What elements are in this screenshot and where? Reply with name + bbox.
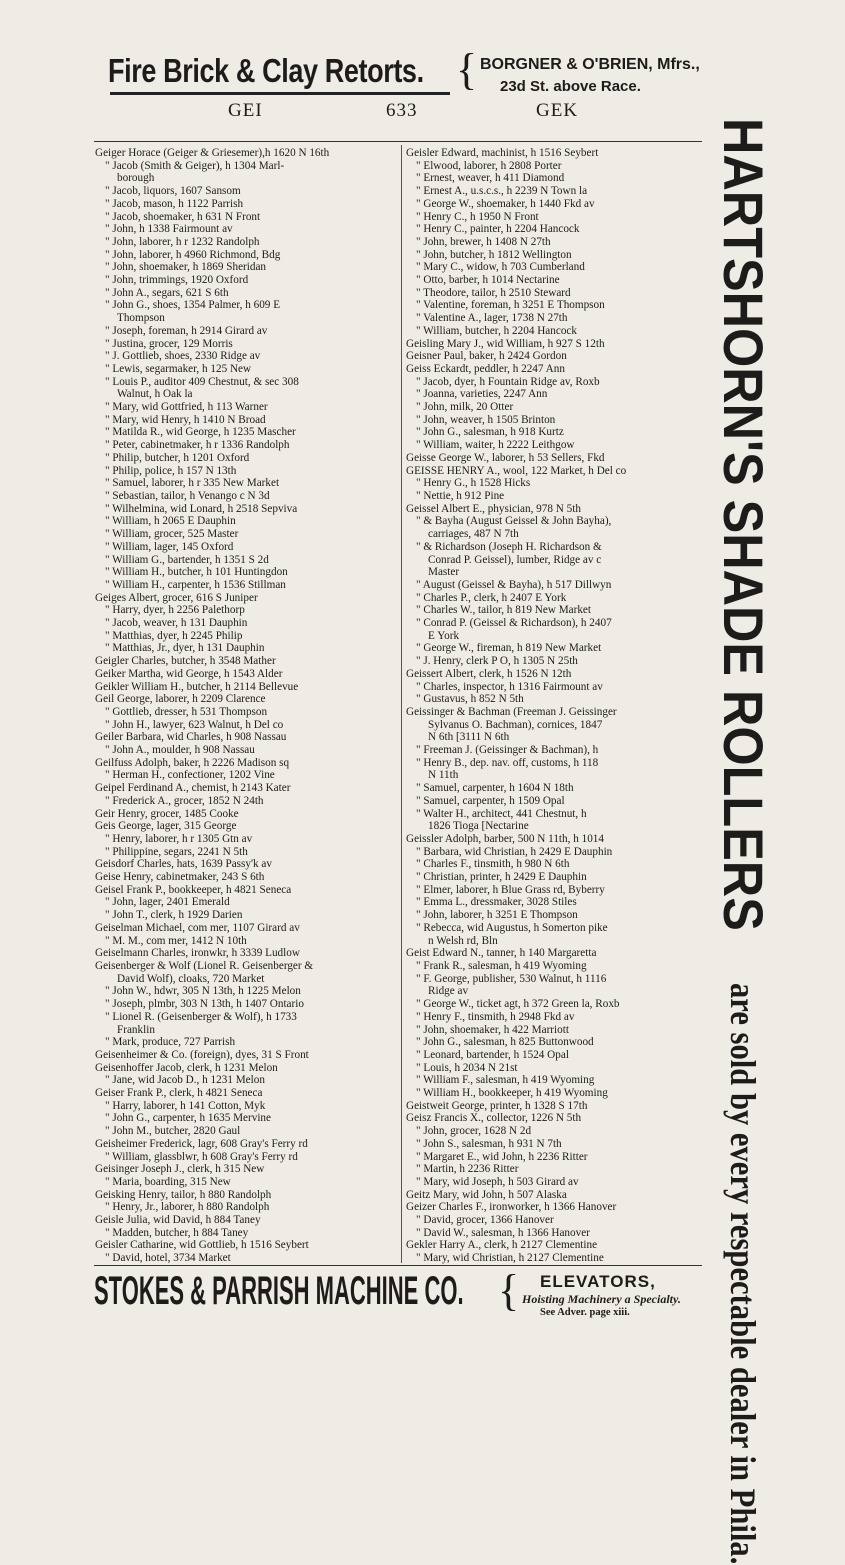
directory-entry: " Henry G., h 1528 Hicks [416,477,531,490]
directory-entry: " Ernest A., u.s.c.s., h 2239 N Town la [416,185,588,198]
directory-entry: Geiser Frank P., clerk, h 4821 Seneca [95,1087,263,1100]
directory-entry: Sylvanus O. Bachman), cornices, 1847 [428,718,603,731]
directory-entry: Geisle Julia, wid David, h 884 Taney [95,1214,261,1227]
directory-entry: Geist Edward N., tanner, h 140 Margaretta [406,947,597,960]
bottom-ad-reference: See Adver. page xiii. [540,1307,630,1318]
bottom-ad-product: ELEVATORS, [540,1272,656,1291]
right-column [406,147,712,1265]
directory-entry: " Lionel R. (Geisenberger & Wolf), h 1733 [105,1010,297,1023]
directory-entry: " Matthias, dyer, h 2245 Philip [105,629,243,642]
directory-entry: Geigler Charles, butcher, h 3548 Mather [95,655,276,668]
directory-entry: " Emma L., dressmaker, 3028 Stiles [416,896,577,909]
directory-entry: Gekler Harry A., clerk, h 2127 Clementine [406,1239,598,1252]
directory-entry: " Henry F., tinsmith, h 2948 Fkd av [416,1010,575,1023]
directory-entry: " Henry B., dep. nav. off, customs, h 118 [416,756,599,769]
directory-entry: Thompson [117,312,165,325]
directory-entry: " Joseph, foreman, h 2914 Girard av [105,324,268,337]
directory-entry: Geisel Frank P., bookkeeper, h 4821 Seneca [95,883,292,896]
directory-entry: " Charles, inspector, h 1316 Fairmount av [416,680,603,693]
top-ad-title: Fire Brick & Clay Retorts. [108,52,424,89]
directory-entry: " Harry, dyer, h 2256 Palethorp [105,604,245,617]
directory-entry: " Otto, barber, h 1014 Nectarine [416,274,560,287]
directory-entry: Geistweit George, printer, h 1328 S 17th [406,1099,588,1112]
directory-entry: Geir Henry, grocer, 1485 Cooke [95,807,239,820]
bottom-ad-brace: { [498,1266,520,1315]
directory-entry: Geisenhoffer Jacob, clerk, h 1231 Melon [95,1061,278,1074]
directory-entry: " Joanna, varieties, 2247 Ann [416,388,548,401]
directory-entry: Geiselman Michael, com mer, 1107 Girard av [95,921,300,934]
directory-entry: Geisner Paul, baker, h 2424 Gordon [406,350,567,363]
directory-entry: " Leonard, bartender, h 1524 Opal [416,1048,569,1061]
directory-entry: Geisling Mary J., wid William, h 927 S 12th [406,337,605,350]
directory-entry: " John, lager, 2401 Emerald [105,896,230,909]
directory-entry: " Charles P., clerk, h 2407 E York [416,591,567,604]
directory-entry: " William G., bartender, h 1351 S 2d [105,553,269,566]
directory-entry: " Mary, wid Christian, h 2127 Clementine [416,1252,604,1265]
directory-entry: " Mary C., widow, h 703 Cumberland [416,261,585,274]
bottom-ad-title: STOKES & PARRISH MACHINE CO. [94,1269,464,1313]
directory-entry: " M. M., com mer, 1412 N 10th [105,934,247,947]
directory-entry: " Henry, Jr., laborer, h 880 Randolph [105,1201,270,1214]
directory-entry: " Philippine, segars, 2241 N 5th [105,845,248,858]
directory-entry: " Jacob, mason, h 1122 Parrish [105,197,244,210]
directory-entry: N 6th [3111 N 6th [428,731,510,744]
directory-entry: Geisking Henry, tailor, h 880 Randolph [95,1188,272,1201]
directory-entry: " John W., hdwr, 305 N 13th, h 1225 Melon [105,985,301,998]
directory-entry: " Mary, wid Joseph, h 503 Girard av [416,1175,579,1188]
directory-entry: Geiselmann Charles, ironwkr, h 3339 Ludlow [95,947,300,960]
directory-entry: Geissert Albert, clerk, h 1526 N 12th [406,667,572,680]
left-column [95,147,401,1265]
directory-entry: E York [428,629,460,642]
bottom-advertisement [94,1268,714,1318]
directory-entry: " John, butcher, h 1812 Wellington [416,248,572,261]
bottom-ad-specialty: Hoisting Machinery a Specialty. [522,1292,681,1306]
directory-entry: " Elmer, laborer, h Blue Grass rd, Byberry [416,883,605,896]
directory-entry: " George W., shoemaker, h 1440 Fkd av [416,197,595,210]
directory-entry: " Mary, wid Gottfried, h 113 Warner [105,401,268,414]
directory-entry: Geiker Martha, wid George, h 1543 Alder [95,667,283,680]
directory-entry: " Jacob, dyer, h Fountain Ridge av, Roxb [416,375,600,388]
directory-entry: " Elwood, laborer, h 2808 Porter [416,159,562,172]
directory-entry: N 11th [428,769,459,782]
header-rule [94,141,702,142]
directory-entry: Geiger Horace (Geiger & Griesemer),h 1620 N 16th [95,147,330,159]
side-ad-title: HARTSHORN'S SHADE ROLLERS [712,118,775,931]
directory-entry: " George W., ticket agt, h 372 Green la, Roxb [416,998,620,1011]
directory-entry: Geissler Adolph, barber, 500 N 11th, h 1014 [406,832,604,845]
directory-entry: " David, grocer, 1366 Hanover [416,1214,554,1227]
directory-entry: " Philip, butcher, h 1201 Oxford [105,451,250,464]
directory-entry: " Peter, cabinetmaker, h r 1336 Randolph [105,439,290,452]
directory-entry: " Ernest, weaver, h 411 Diamond [416,172,565,185]
directory-entry: 1826 Tioga [Nectarine [428,820,529,833]
directory-entry: " John T., clerk, h 1929 Darien [105,909,243,922]
directory-entry: David Wolf), cloaks, 720 Market [117,972,265,985]
directory-entry: Geisdorf Charles, hats, 1639 Passy'k av [95,858,272,871]
directory-entry: " & Bayha (August Geissel & John Bayha), [416,515,612,528]
directory-entry: " August (Geissel & Bayha), h 517 Dillwyn [416,578,612,591]
directory-entry: " Charles W., tailor, h 819 New Market [416,604,592,617]
side-ad-tagline: are sold by every respectable dealer in Phila. [723,983,763,1565]
directory-entry: " Louis, h 2034 N 21st [416,1061,518,1074]
directory-entry: " John, shoemaker, h 422 Marriott [416,1023,569,1036]
header-left-guide: GEI [228,100,263,121]
directory-entry: " John G., salesman, h 825 Buttonwood [416,1036,594,1049]
directory-entry: Geiges Albert, grocer, 616 S Juniper [95,591,258,604]
directory-entry: Geis George, lager, 315 George [95,820,237,833]
directory-entry: Geisenberger & Wolf (Lionel R. Geisenberger & [95,960,314,972]
directory-entry: Geiss Eckardt, peddler, h 2247 Ann [406,362,565,375]
directory-entry: GEISSE HENRY A., wool, 122 Market, h Del co [406,464,627,477]
directory-entry: " Freeman J. (Geissinger & Bachman), h [416,744,599,757]
directory-entry: " William H., bookkeeper, h 419 Wyoming [416,1087,608,1100]
directory-entry: " Barbara, wid Christian, h 2429 E Dauphin [416,845,613,858]
directory-entry: " Henry C., h 1950 N Front [416,210,539,223]
directory-entry: Geissel Albert E., physician, 978 N 5th [406,502,581,515]
directory-entry: " Frederick A., grocer, 1852 N 24th [105,794,264,807]
directory-entry: Walnut, h Oak la [117,388,193,401]
directory-entry: " Rebecca, wid Augustus, h Somerton pike [416,921,608,934]
directory-entry: " Gottlieb, dresser, h 531 Thompson [105,705,268,718]
header-right-guide: GEK [536,100,579,121]
directory-entry: " Samuel, laborer, h r 335 New Market [105,477,280,490]
page-number: 633 [386,100,418,121]
directory-entry: " Samuel, carpenter, h 1509 Opal [416,794,565,807]
directory-entry: " William, butcher, h 2204 Hancock [416,324,577,337]
directory-entry: " William H., butcher, h 101 Huntingdon [105,566,288,579]
directory-entry: Geisz Francis X., collector, 1226 N 5th [406,1112,582,1125]
directory-entry: Geise Henry, cabinetmaker, 243 S 6th [95,871,265,884]
top-ad-brace: { [456,45,478,94]
directory-entry: " William, grocer, 525 Master [105,528,239,541]
directory-entry: " John, h 1338 Fairmount av [105,223,233,236]
column-divider [401,145,402,1263]
directory-entry: " Jacob, weaver, h 131 Dauphin [105,617,248,630]
directory-entry: " J. Henry, clerk P O, h 1305 N 25th [416,655,578,668]
directory-entry: " Valentine A., lager, 1738 N 27th [416,312,568,325]
directory-entry: " David W., salesman, h 1366 Hanover [416,1226,590,1239]
directory-entry: " Charles F., tinsmith, h 980 N 6th [416,858,570,871]
directory-entry: " Harry, laborer, h 141 Cotton, Myk [105,1099,266,1112]
directory-entry: " Sebastian, tailor, h Venango c N 3d [105,489,270,502]
directory-entry: Geissinger & Bachman (Freeman J. Geissinger [406,705,617,718]
directory-entry: " Jacob, liquors, 1607 Sansom [105,185,241,198]
directory-entry: " John, milk, 20 Otter [416,401,514,414]
directory-entry: " John G., shoes, 1354 Palmer, h 609 E [105,299,281,312]
directory-entry: Geil George, laborer, h 2209 Clarence [95,693,266,706]
directory-entry: " Martin, h 2236 Ritter [416,1163,519,1176]
directory-entry: " Nettie, h 912 Pine [416,489,505,502]
directory-entry: " Gustavus, h 852 N 5th [416,693,524,706]
directory-entry: Master [428,566,460,579]
directory-entry: " Margaret E., wid John, h 2236 Ritter [416,1150,588,1163]
directory-entry: " John A., segars, 621 S 6th [105,286,229,299]
directory-entry: " William H., carpenter, h 1536 Stillman [105,578,286,591]
directory-entry: " John, shoemaker, h 1869 Sheridan [105,261,267,274]
directory-entry: " Matilda R., wid George, h 1235 Mascher [105,426,296,439]
directory-entry: " John H., lawyer, 623 Walnut, h Del co [105,718,284,731]
directory-entry: " F. George, publisher, 530 Walnut, h 1116 [416,972,607,985]
directory-entry: " Frank R., salesman, h 419 Wyoming [416,960,587,972]
directory-entry: " Conrad P. (Geissel & Richardson), h 2407 [416,617,612,630]
top-ad-company: BORGNER & O'BRIEN, Mfrs., [480,56,700,73]
directory-entry: " John, grocer, 1628 N 2d [416,1125,532,1138]
directory-entry: " John M., butcher, 2820 Gaul [105,1125,241,1138]
directory-entry: " John A., moulder, h 908 Nassau [105,744,255,757]
directory-entry: " Henry C., painter, h 2204 Hancock [416,223,580,236]
directory-entry: " Wilhelmina, wid Lonard, h 2518 Sepviva [105,502,298,515]
directory-entry: " John, trimmings, 1920 Oxford [105,274,249,287]
directory-entry: " Louis P., auditor 409 Chestnut, & sec 308 [105,375,299,388]
directory-entry: " Walter H., architect, 441 Chestnut, h [416,807,587,820]
directory-entry: Geisse George W., laborer, h 53 Sellers, Fkd [406,451,605,464]
directory-entry: Geikler William H., butcher, h 2114 Bellevue [95,680,299,693]
directory-entry: Geiler Barbara, wid Charles, h 908 Nassau [95,731,287,744]
directory-entry: Geisenheimer & Co. (foreign), dyes, 31 S Front [95,1048,309,1061]
directory-entry: " Jacob, shoemaker, h 631 N Front [105,210,261,223]
directory-entry: " Lewis, segarmaker, h 125 New [105,362,252,375]
directory-entry: " William, glassblwr, h 608 Gray's Ferry rd [105,1150,298,1163]
top-ad-address: 23d St. above Race. [500,78,641,95]
directory-entry: " Mark, produce, 727 Parrish [105,1036,236,1049]
directory-entry: " Justina, grocer, 129 Morris [105,337,233,350]
directory-entry: " & Richardson (Joseph H. Richardson & [416,540,602,553]
directory-entry: Geizer Charles F., ironworker, h 1366 Hanover [406,1201,617,1214]
directory-entry: " John S., salesman, h 931 N 7th [416,1137,562,1150]
directory-entry: " David, hotel, 3734 Market [105,1252,231,1265]
directory-entry: " Jacob (Smith & Geiger), h 1304 Marl- [105,159,285,172]
directory-entry: " Philip, police, h 157 N 13th [105,464,237,477]
directory-entry: Conrad P. Geissel), lumber, Ridge av c [428,553,602,566]
directory-entry: " Matthias, Jr., dyer, h 131 Dauphin [105,642,265,655]
footer-rule [94,1265,702,1266]
directory-entry: " John, laborer, h r 1232 Randolph [105,235,260,248]
directory-entry: " John, laborer, h 4960 Richmond, Bdg [105,248,281,261]
top-ad-underline [110,92,450,95]
directory-entry: " Theodore, tailor, h 2510 Steward [416,286,571,299]
directory-entry: " Jane, wid Jacob D., h 1231 Melon [105,1074,265,1087]
directory-entry: " Madden, butcher, h 884 Taney [105,1226,249,1239]
directory-entry: carriages, 487 N 7th [428,528,519,541]
directory-entry: Geisinger Joseph J., clerk, h 315 New [95,1163,265,1176]
directory-entry: " Henry, laborer, h r 1305 Gtn av [105,832,253,845]
directory-entry: Geilfuss Adolph, baker, h 2226 Madison sq [95,756,290,769]
directory-entry: " William, lager, 145 Oxford [105,540,234,553]
directory-entry: Franklin [117,1023,155,1036]
directory-entry: Ridge av [428,985,469,998]
directory-entry: " William, waiter, h 2222 Leithgow [416,439,575,452]
directory-entry: " John, weaver, h 1505 Brinton [416,413,556,426]
directory-entry: " Samuel, carpenter, h 1604 N 18th [416,782,574,795]
directory-entry: Geitz Mary, wid John, h 507 Alaska [406,1188,567,1201]
directory-entry: " Mary, wid Henry, h 1410 N Broad [105,413,266,426]
directory-entry: Geipel Ferdinand A., chemist, h 2143 Kater [95,782,291,795]
directory-entry: " John G., salesman, h 918 Kurtz [416,426,564,439]
directory-entry: " Valentine, foreman, h 3251 E Thompson [416,299,605,312]
directory-entry: " J. Gottlieb, shoes, 2330 Ridge av [105,350,261,363]
directory-entry: " Joseph, plmbr, 303 N 13th, h 1407 Ontario [105,998,304,1011]
directory-entry: borough [117,172,155,185]
directory-entry: " John G., carpenter, h 1635 Mervine [105,1112,271,1125]
directory-entry: " William, h 2065 E Dauphin [105,515,236,528]
directory-entry: " John, brewer, h 1408 N 27th [416,235,551,248]
directory-entry: Geisheimer Frederick, lagr, 608 Gray's Ferry rd [95,1137,308,1150]
top-advertisement [108,46,708,106]
directory-entry: " Maria, boarding, 315 New [105,1175,231,1188]
directory-entry: n Welsh rd, Bln [428,934,498,947]
directory-entry: Geisler Catharine, wid Gottlieb, h 1516 Seybert [95,1239,309,1252]
directory-entry: " Christian, printer, h 2429 E Dauphin [416,871,587,884]
directory-entry: " George W., fireman, h 819 New Market [416,642,602,655]
directory-entry: " John, laborer, h 3251 E Thompson [416,909,578,922]
directory-entry: " William F., salesman, h 419 Wyoming [416,1074,595,1087]
side-advertisement [712,118,775,1565]
directory-entry: " Herman H., confectioner, 1202 Vine [105,769,275,782]
directory-entry: Geisler Edward, machinist, h 1516 Seybert [406,147,599,159]
